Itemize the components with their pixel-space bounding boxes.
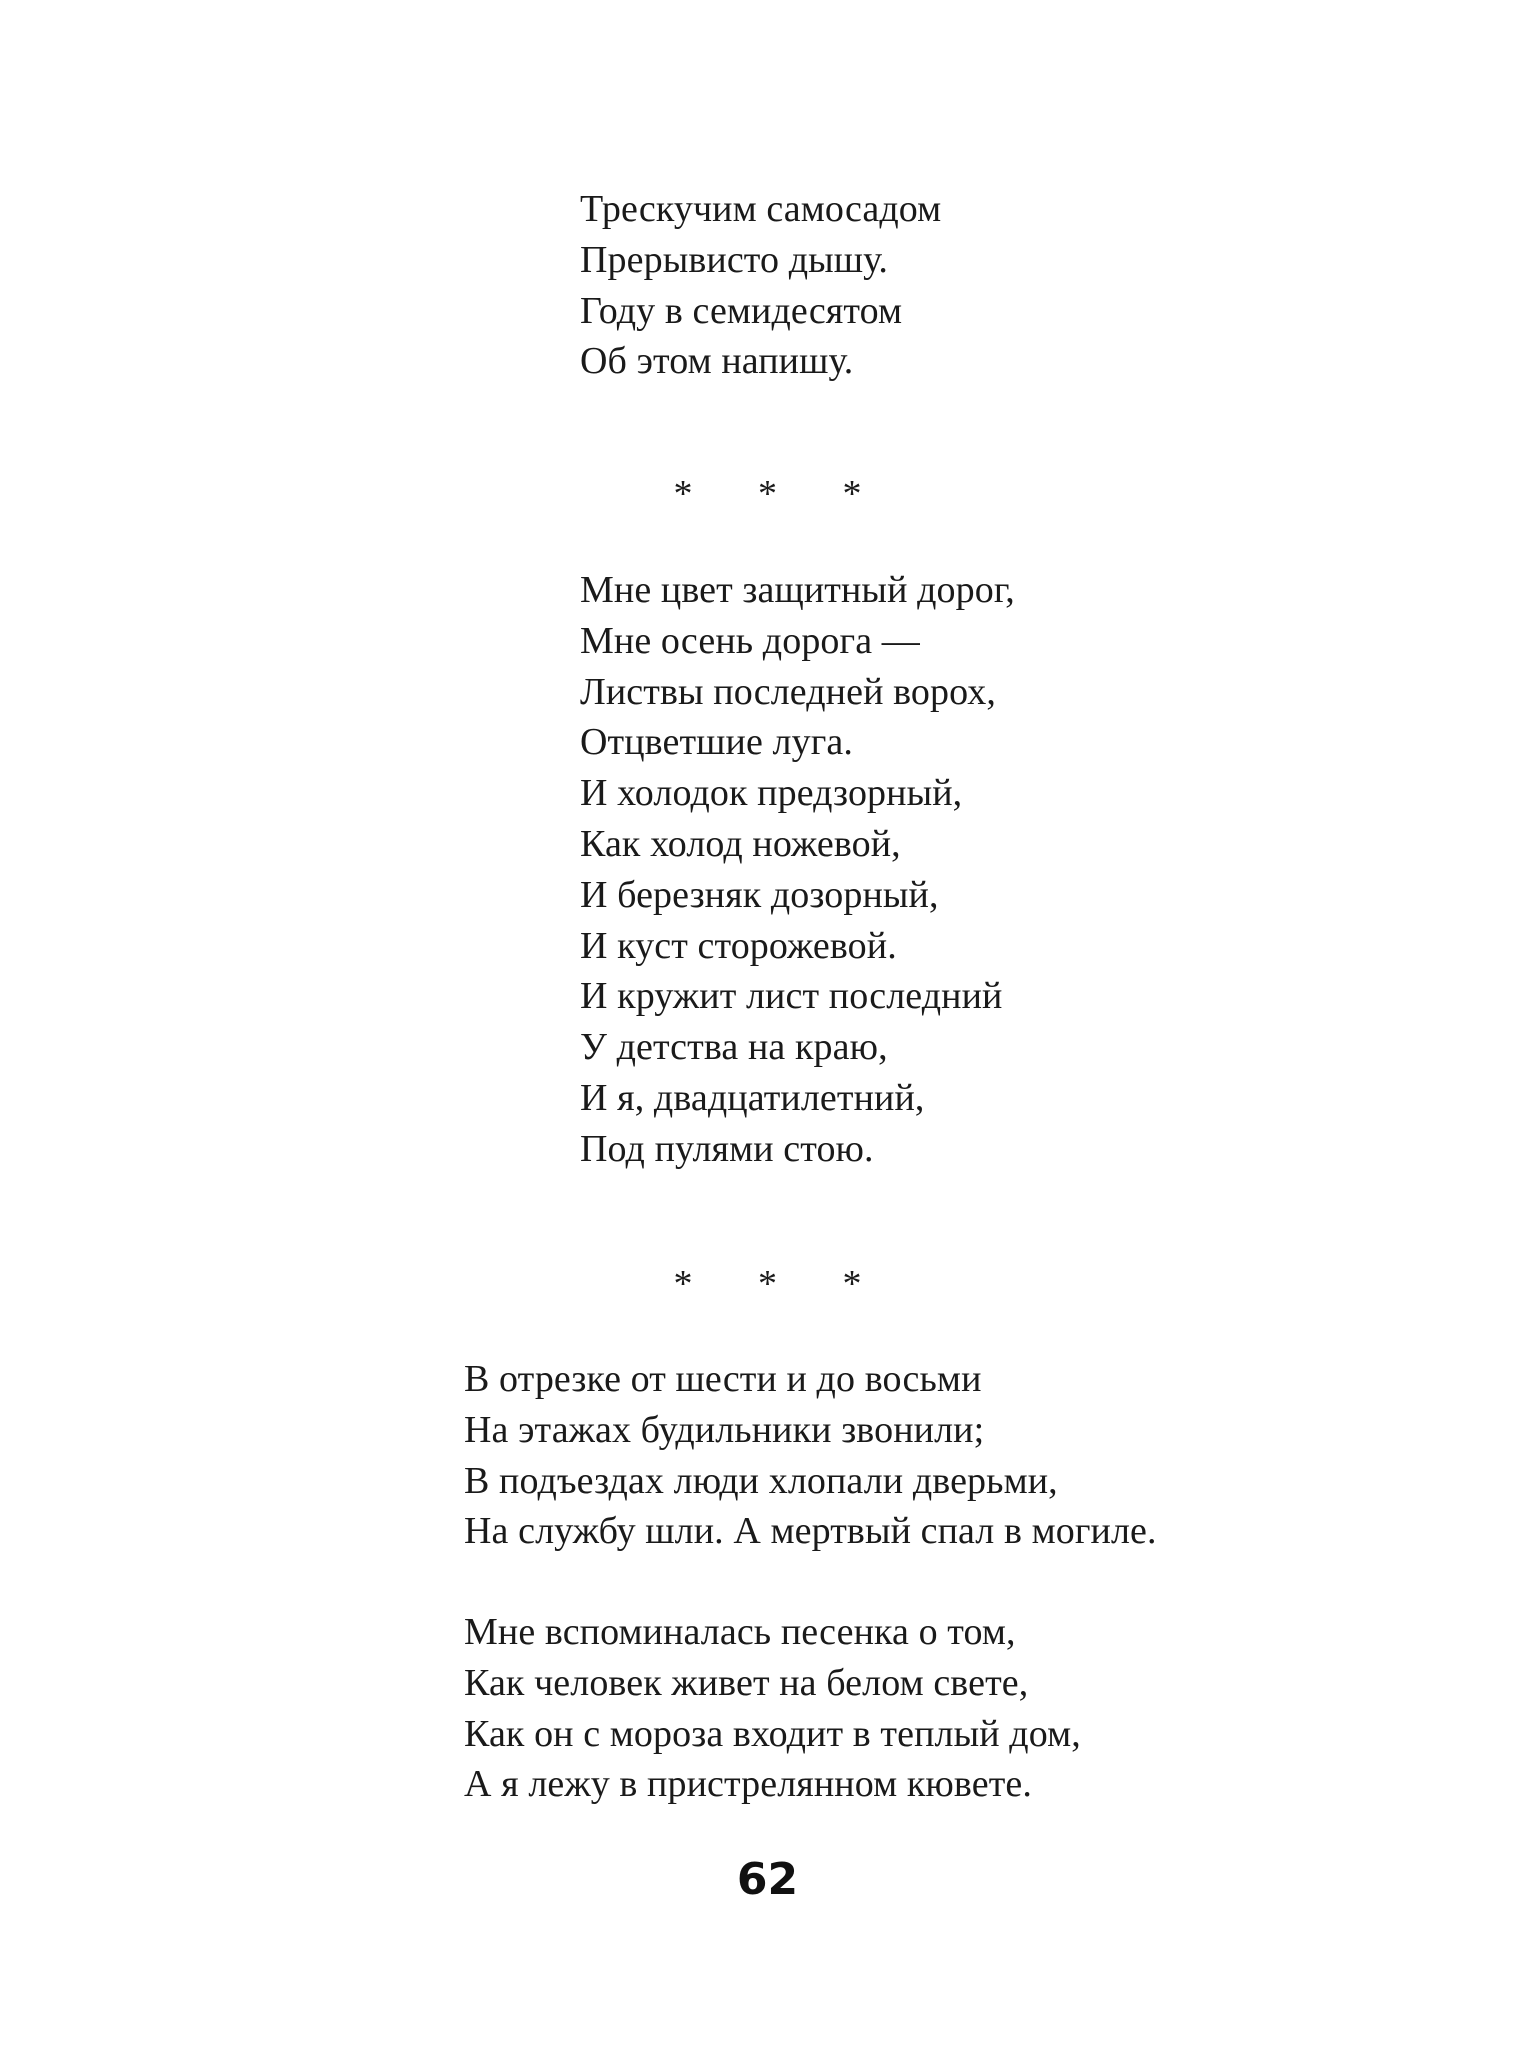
poem-line: На службу шли. А мертвый спал в могиле. — [464, 1510, 1157, 1553]
poem-line: Листвы последней ворох, — [580, 670, 996, 713]
poem-line: Году в семидесятом — [580, 289, 903, 332]
poem-stanza — [464, 1607, 1081, 1810]
poem-line: Трескучим самосадом — [580, 188, 942, 230]
poem-line: Мне цвет защитный дорог, — [580, 569, 1015, 611]
poem-line: На этажах будильники звонили; — [464, 1408, 985, 1451]
asterism-separator: * * * — [673, 1263, 890, 1305]
poem-line: В подъездах люди хлопали дверьми, — [464, 1459, 1058, 1502]
poem-line: И холодок предзорный, — [580, 772, 963, 815]
poem-line: И куст сторожевой. — [580, 924, 897, 967]
poem-line: У детства на краю, — [580, 1026, 888, 1069]
poem-line: Как он с мороза входит в теплый дом, — [464, 1712, 1081, 1755]
page-number: 62 — [736, 1854, 799, 1905]
poem-line: Прерывисто дышу. — [580, 238, 889, 281]
poem-line: Мне осень дорога — — [580, 619, 920, 662]
poem-line: А я лежу в пристрелянном кювете. — [464, 1763, 1032, 1806]
poem-line: Об этом напишу. — [580, 340, 854, 383]
poem-line: Как холод ножевой, — [580, 822, 901, 865]
poem-line: И березняк дозорный, — [580, 873, 939, 916]
poem-line: В отрезке от шести и до восьми — [464, 1358, 982, 1400]
poem-line: Мне вспоминалась песенка о том, — [464, 1611, 1016, 1653]
poem-line: Под пулями стою. — [580, 1127, 874, 1170]
poem-line: Отцветшие луга. — [580, 721, 853, 764]
poem-fragment-stanza — [580, 184, 941, 387]
poem-stanza — [580, 565, 1015, 1175]
poem-line: И я, двадцатилетний, — [580, 1076, 925, 1119]
poem-line: Как человек живет на белом свете, — [464, 1661, 1029, 1704]
poem-stanza — [464, 1354, 1157, 1557]
poem-line: И кружит лист последний — [580, 975, 1003, 1018]
asterism-separator: * * * — [673, 473, 890, 515]
